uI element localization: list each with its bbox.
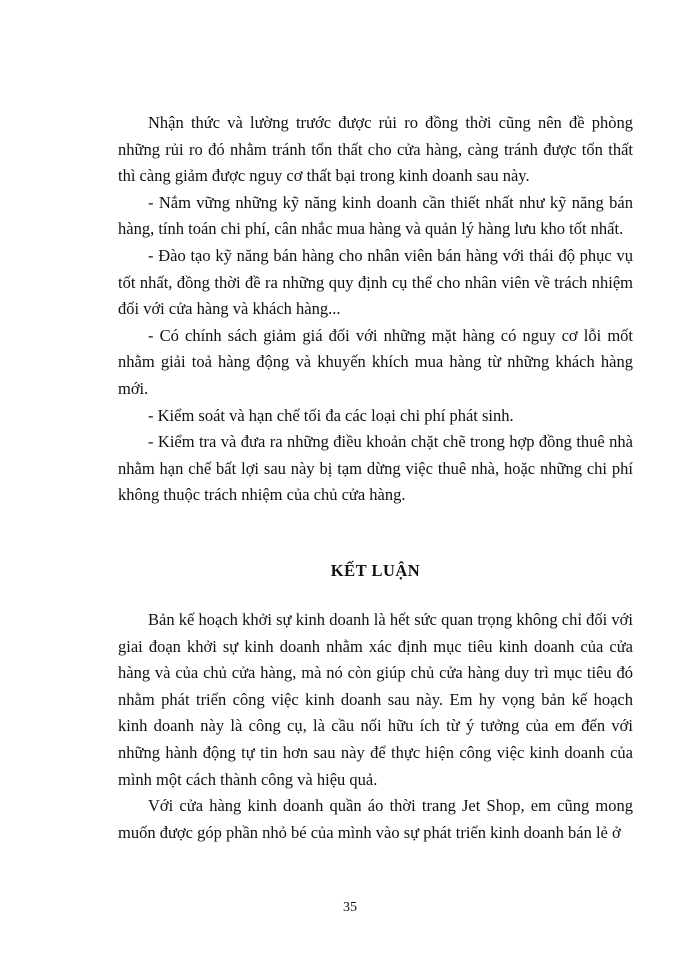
paragraph-lease-terms: - Kiểm tra và đưa ra những điều khoản chặt chẽ trong hợp đồng thuê nhà nhằm hạn chế bất lợi sau này bị tạm dừng việc thuê nhà, hoặc những chi phí không thuộc trách nhiệm của chủ cửa hàng. xyxy=(118,432,633,505)
paragraph-staff-training: - Đào tạo kỹ năng bán hàng cho nhân viên bán hàng với thái độ phục vụ tốt nhất, đồng thời đề ra những quy định cụ thể cho nhân viên về trách nhiệm đối với cửa hàng và khách hàng... xyxy=(118,245,633,319)
paragraph-discount-policy: - Có chính sách giảm giá đối với những mặt hàng có nguy cơ lỗi mốt nhằm giải toả hàng động và khuyến khích mua hàng từ những khách hàng mới. xyxy=(118,325,633,398)
paragraph-conclusion-plan: Bản kế hoạch khởi sự kinh doanh là hết sức quan trọng không chỉ đối với giai đoạn khởi sự kinh doanh nhằm xác định mục tiêu kinh doanh của cửa hàng và của chủ cửa hàng, mà nó còn giúp chủ cửa hàng duy trì mục tiêu đó nhằm phát triển công việc kinh doanh sau này. Em hy vọng bản kế hoạch kinh doanh này là công cụ, là cầu nối hữu ích từ ý tưởng của em đến với những hành động tự tin hơn sau này để thực hiện công việc kinh doanh của mình một cách thành công và hiệu quả. xyxy=(118,610,633,789)
paragraph-risk-awareness: Nhận thức và lường trước được rủi ro đồng thời cũng nên đề phòng những rủi ro đó nhằm tránh tổn thất cho cửa hàng, càng tránh được tổn thất thì càng giảm được nguy cơ thất bại trong kinh doanh sau này. xyxy=(118,113,633,186)
paragraph-cost-control: - Kiểm soát và hạn chế tối đa các loại chi phí phát sinh. xyxy=(148,405,514,425)
risk-measures-section xyxy=(118,110,633,509)
page-number: 35 xyxy=(343,900,357,915)
conclusion-section xyxy=(118,607,633,846)
conclusion-heading: KẾT LUẬN xyxy=(330,561,421,580)
paragraph-conclusion-jet-shop: Với cửa hàng kinh doanh quần áo thời trang Jet Shop, em cũng mong muốn được góp phần nhỏ bé của mình vào sự phát triển kinh doanh bán lẻ ở xyxy=(118,796,633,842)
paragraph-business-skills: - Nắm vững những kỹ năng kinh doanh cần thiết nhất như kỹ năng bán hàng, tính toán chi phí, cân nhắc mua hàng và quản lý hàng lưu kho tốt nhất. xyxy=(118,192,633,239)
